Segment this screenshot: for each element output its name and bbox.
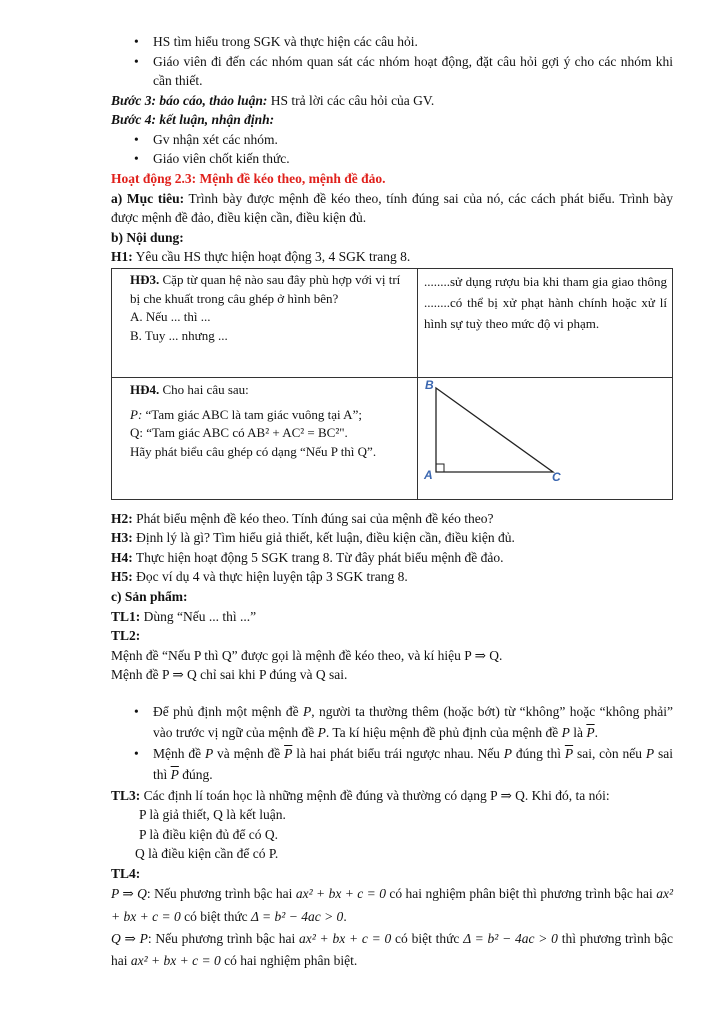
table-row bbox=[112, 268, 673, 377]
tl2-line1: Mệnh đề “Nếu P thì Q” được gọi là mệnh đề kéo theo, và kí hiệu P ⇒ Q. bbox=[111, 647, 503, 663]
vertex-label-c: C bbox=[552, 469, 561, 482]
tl3-item: P là giả thiết, Q là kết luận. bbox=[139, 807, 286, 823]
triangle-cell bbox=[418, 377, 673, 499]
tl3-item: P là điều kiện đủ để có Q. bbox=[139, 826, 278, 842]
question-text: Phát biểu mệnh đề kéo theo. Tính đúng sai của mệnh đề kéo theo? bbox=[132, 510, 494, 526]
tl3-text: Các định lí toán học là những mệnh đề đúng và thường có dạng P ⇒ Q. Khi đó, ta nói: bbox=[140, 787, 610, 803]
step3-label: Bước 3: báo cáo, thảo luận: bbox=[111, 92, 268, 108]
hd3-text: Cặp từ quan hệ nào sau đây phù hợp với vị trí bị che khuất trong câu ghép ở hình bên? bbox=[130, 271, 401, 306]
goal-paragraph bbox=[111, 189, 673, 228]
question-label: H4: bbox=[111, 549, 133, 565]
question-h4 bbox=[111, 548, 673, 568]
hd4-text: Cho hai câu sau: bbox=[159, 381, 249, 397]
tl1-label: TL1: bbox=[111, 608, 141, 624]
tl1-line bbox=[111, 607, 673, 627]
goal-label: a) Mục tiêu: bbox=[111, 190, 185, 206]
content-label: b) Nội dung: bbox=[111, 229, 184, 245]
hd4-label: HĐ4. bbox=[130, 381, 160, 397]
hd4-p-text: “Tam giác ABC là tam giác vuông tại A”; bbox=[142, 406, 362, 422]
step3-text: HS trả lời các câu hỏi của GV. bbox=[267, 92, 435, 108]
tl4-statement-2: Q ⇒ P: Nếu phương trình bậc hai ax² + bx + c = 0 có biệt thức Δ = b² − 4ac > 0 thì phương trình bậc hai ax² + bx + c = 0 có hai nghiệm phân biệt. bbox=[111, 930, 673, 969]
vertex-label-b: B bbox=[425, 377, 434, 392]
question-label: H2: bbox=[111, 510, 133, 526]
activity-title: Hoạt động 2.3: Mệnh đề kéo theo, mệnh đề đảo. bbox=[111, 170, 386, 186]
hd4-statement-p bbox=[130, 406, 411, 425]
step2-list bbox=[111, 32, 673, 91]
product-label: c) Sản phẩm: bbox=[111, 589, 188, 604]
goal-text: Trình bày được mệnh đề kéo theo, tính đúng sai của nó, các cách phát biểu. Trình bày được mệnh đề đảo, điều kiện cần, điều kiện đủ. bbox=[111, 190, 674, 226]
tl3-label: TL3: bbox=[111, 787, 141, 803]
tl4-label: TL4: bbox=[111, 865, 141, 881]
question-label: H5: bbox=[111, 569, 133, 585]
document-page bbox=[111, 32, 673, 972]
negation-symbol: $\overline{P}$ bbox=[586, 724, 595, 740]
hd3-example-text: ........sử dụng rượu bia khi tham gia giao thông ........có thể bị xử phạt hành chính hoặc xử lí hình sự tuỳ theo mức độ vi phạm. bbox=[418, 268, 673, 377]
h1-label: H1: bbox=[111, 249, 133, 265]
question-label: H3: bbox=[111, 530, 133, 546]
question-h2 bbox=[111, 509, 673, 529]
h1-text: Yêu cầu HS thực hiện hoạt động 3, 4 SGK trang 8. bbox=[132, 249, 411, 265]
list-item: • Mệnh đề P và mệnh đề $\overline{P}$ là hai phát biểu trái ngược nhau. Nếu P đúng thì $\overline{P}$ sai, còn nếu P sai thì $\overline{P}$ đúng. bbox=[153, 744, 673, 786]
tl4-statement-1: P ⇒ Q: Nếu phương trình bậc hai ax² + bx + c = 0 có hai nghiệm phân biệt thì phương trình bậc hai ax² + bx + c = 0 có biệt thức Δ = b² − 4ac > 0. bbox=[111, 886, 673, 924]
hd4-ask: Hãy phát biểu câu ghép có dạng “Nếu P thì Q”. bbox=[130, 444, 377, 460]
step3-line bbox=[111, 91, 673, 111]
tl2-line2: Mệnh đề P ⇒ Q chỉ sai khi P đúng và Q sai. bbox=[111, 667, 348, 683]
vertex-label-a: A bbox=[424, 467, 433, 482]
tl3-item: Q là điều kiện cần để có P. bbox=[135, 846, 279, 862]
hd4-cell bbox=[112, 377, 418, 499]
question-text: Định lý là gì? Tìm hiểu giả thiết, kết luận, điều kiện cần, điều kiện đủ. bbox=[132, 530, 515, 546]
step4-line bbox=[111, 110, 673, 130]
negation-list bbox=[111, 702, 673, 786]
question-h5 bbox=[111, 567, 673, 587]
hd3-option-b: B. Tuy ... nhưng ... bbox=[130, 328, 228, 344]
hd3-question bbox=[130, 271, 411, 309]
right-triangle-figure bbox=[418, 378, 658, 482]
hd3-cell bbox=[112, 268, 418, 377]
list-item: • Gv nhận xét các nhóm. bbox=[153, 130, 673, 150]
list-item: • Giáo viên đi đến các nhóm quan sát các nhóm hoạt động, đặt câu hỏi gợi ý cho các nhóm khi cần thiết. bbox=[153, 52, 673, 91]
hd4-statement-q: Q: “Tam giác ABC có AB² + AC² = BC²". bbox=[130, 425, 348, 441]
hd4-p-label: P: bbox=[130, 406, 143, 422]
tl1-text: Dùng “Nếu ... thì ...” bbox=[140, 608, 257, 624]
hd3-label: HĐ3. bbox=[130, 271, 160, 287]
hd4-question bbox=[130, 381, 411, 400]
tl3-line bbox=[111, 786, 673, 806]
step4-label: Bước 4: kết luận, nhận định: bbox=[111, 112, 275, 128]
step4-list bbox=[111, 130, 673, 169]
h1-line bbox=[111, 247, 673, 267]
list-item: • HS tìm hiểu trong SGK và thực hiện các câu hỏi. bbox=[153, 32, 673, 52]
list-item: • Để phủ định một mệnh đề P, người ta thường thêm (hoặc bớt) từ “không” hoặc “không phải” vào trước vị ngữ của mệnh đề P. Ta kí hiệu mệnh đề phủ định của mệnh đề P là $\overline{P}$. bbox=[153, 702, 673, 744]
table-row bbox=[112, 377, 673, 499]
question-text: Đọc ví dụ 4 và thực hiện luyện tập 3 SGK trang 8. bbox=[132, 569, 408, 585]
activity-table bbox=[111, 268, 673, 500]
question-text: Thực hiện hoạt động 5 SGK trang 8. Từ đây phát biểu mệnh đề đảo. bbox=[132, 549, 504, 565]
tl2-label: TL2: bbox=[111, 628, 141, 644]
list-item: • Giáo viên chốt kiến thức. bbox=[153, 149, 673, 169]
question-h3 bbox=[111, 528, 673, 548]
hd3-option-a: A. Nếu ... thì ... bbox=[130, 309, 211, 325]
